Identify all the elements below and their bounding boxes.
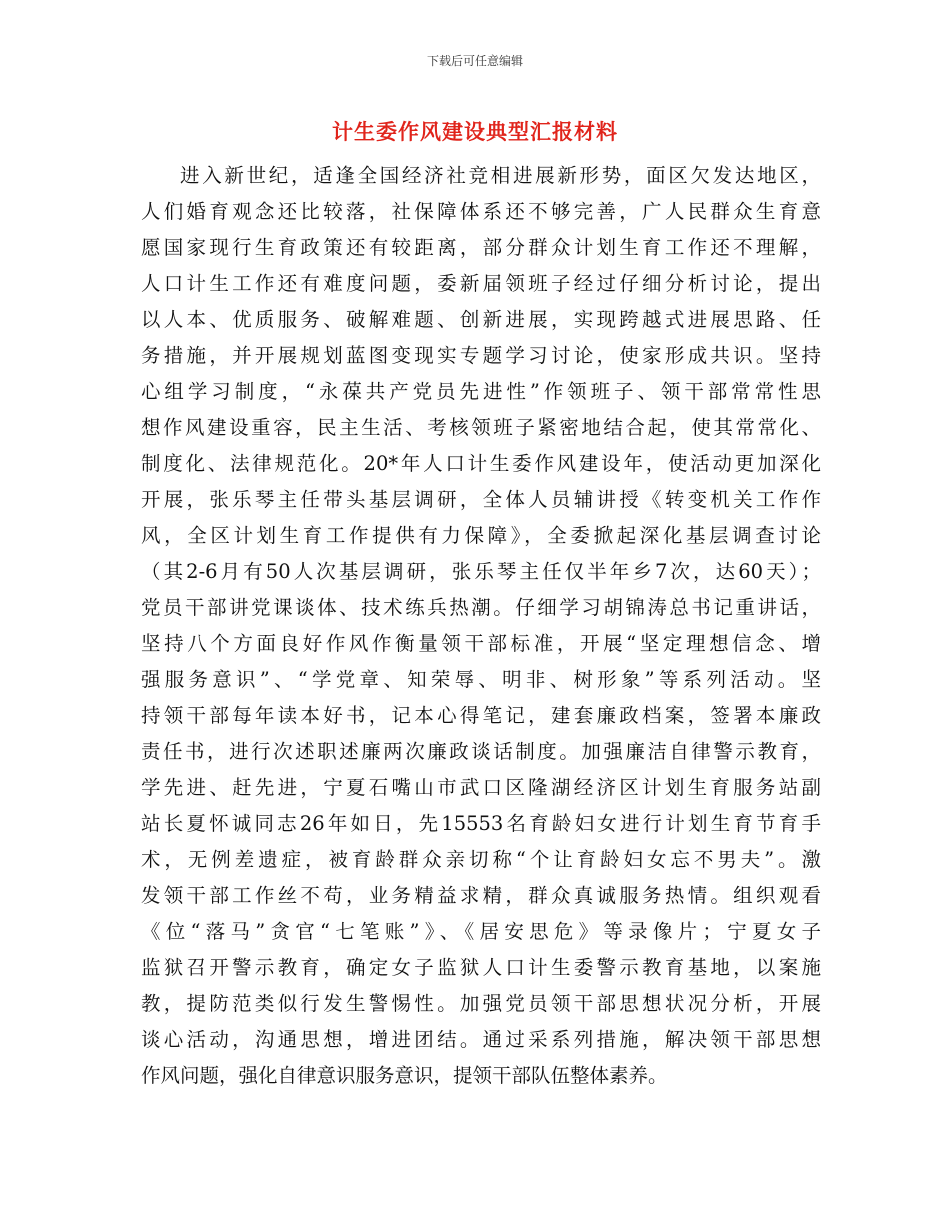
body-line: 监狱召开警示教育，确定女子监狱人口计生委警示教育基地，以案施 [141,956,821,979]
body-line: 持领干部每年读本好书，记本心得笔记，建套廉政档案，签署本廉政 [141,704,821,727]
body-line: 党员干部讲党课谈体、技术练兵热潮。仔细学习胡锦涛总书记重讲话， [141,596,821,619]
body-line: 风，全区计划生育工作提供有力保障》，全委掀起深化基层调查讨论 [141,524,821,547]
body-line: 人口计生工作还有难度问题，委新届领班子经过仔细分析讨论，提出 [141,272,821,295]
body-line: 强服务意识”、“学党章、知荣辱、明非、树形象”等系列活动。坚 [141,668,821,691]
body-line: 《位“落马”贪官“七笔账”》、《居安思危》等录像片；宁夏女子 [141,920,821,943]
body-line: 作风问题，强化自律意识服务意识，提领干部队伍整体素养。 [141,1064,668,1087]
body-line: 以人本、优质服务、破解难题、创新进展，实现跨越式进展思路、任 [141,308,821,331]
body-line: （其2-6月有50人次基层调研，张乐琴主任仅半年乡7次，达60天）； [141,560,821,583]
body-line: 术，无例差遗症，被育龄群众亲切称“个让育龄妇女忘不男夫”。激 [141,848,821,871]
body-line: 人们婚育观念还比较落，社保障体系还不够完善，广人民群众生育意 [141,200,821,223]
body-line: 责任书，进行次述职述廉两次廉政谈话制度。加强廉洁自律警示教育， [141,740,821,763]
page-header-note: 下载后可任意编辑 [426,54,523,68]
body-line: 想作风建设重容，民主生活、考核领班子紧密地结合起，使其常常化、 [141,416,821,439]
body-line: 制度化、法律规范化。20*年人口计生委作风建设年，使活动更加深化 [141,452,821,475]
body-line: 愿国家现行生育政策还有较距离，部分群众计划生育工作还不理解， [141,236,821,259]
body-line: 站长夏怀诚同志26年如日，先15553名育龄妇女进行计划生育节育手 [141,812,821,835]
body-line: 务措施，并开展规划蓝图变现实专题学习讨论，使家形成共识。坚持 [141,344,821,367]
body-line: 学先进、赶先进，宁夏石嘴山市武口区隆湖经济区计划生育服务站副 [141,776,821,799]
body-line: 开展，张乐琴主任带头基层调研，全体人员辅讲授《转变机关工作作 [141,488,821,511]
body-line: 进入新世纪，适逢全国经济社竞相进展新形势，面区欠发达地区， [180,164,821,187]
body-line: 发领干部工作丝不苟，业务精益求精，群众真诚服务热情。组织观看 [141,884,821,907]
body-line: 心组学习制度，“永葆共产党员先进性”作领班子、领干部常常性思 [141,380,821,403]
body-line: 坚持八个方面良好作风作衡量领干部标准，开展“坚定理想信念、增 [141,632,821,655]
body-line: 谈心活动，沟通思想，增进团结。通过采系列措施，解决领干部思想 [141,1028,821,1051]
body-line: 教，提防范类似行发生警惕性。加强党员领干部思想状况分析，开展 [141,992,821,1015]
document-title: 计生委作风建设典型汇报材料 [332,120,618,144]
